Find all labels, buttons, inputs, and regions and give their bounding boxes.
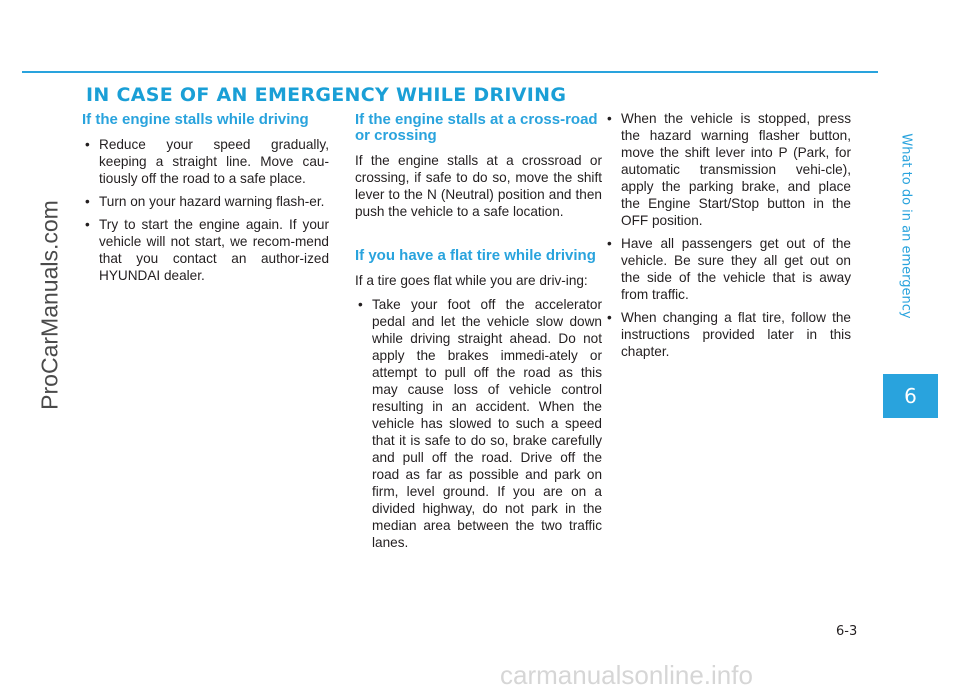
list-item: • Try to start the engine again. If your vehicle will not start, we recom-mend that you contact an author-ized HYUNDAI dealer.: [82, 216, 329, 284]
watermark-bottom: carmanualsonline.info: [500, 660, 753, 690]
list-item: • Turn on your hazard warning flash-er.: [82, 193, 329, 210]
list-item: • Take your foot off the accelerator pedal and let the vehicle slow down while driving straight ahead. Do not apply the brakes immedi-ately or attempt to pull off the road as this may cause loss of vehicle control resulting in an accident. When the vehicle has slowed to such a speed that it is safe to do so, brake carefully and pull off the road. Drive off the road as far as possible and park on firm, level ground. If you are on a divided highway, do not park in the median area between the two traffic lanes.: [355, 296, 602, 551]
column-3: [604, 110, 851, 366]
watermark-left-text: ProCarManuals.com: [36, 200, 63, 410]
flat-tire-list-part-2: [604, 110, 851, 360]
column-2: [355, 112, 602, 557]
flat-tire-intro: If a tire goes flat while you are driv-ing:: [355, 273, 588, 288]
page-number: 6-3: [836, 624, 858, 639]
page-title: IN CASE OF AN EMERGENCY WHILE DRIVING: [86, 84, 567, 106]
list-item: • When changing a flat tire, follow the instructions provided later in this chapter.: [604, 309, 851, 360]
list-item: • Have all passengers get out of the vehicle. Be sure they all get out on the side of the vehicle that is away from traffic.: [604, 235, 851, 303]
section-title-crossroad: If the engine stalls at a cross-road or crossing: [355, 111, 598, 144]
chapter-side-label-text: What to do in an emergency: [898, 133, 914, 319]
crossroad-paragraph: If the engine stalls at a crossroad or crossing, if safe to do so, move the shift lever to the N (Neutral) position and then push the vehicle to a safe location.: [355, 153, 602, 219]
section-title-flat-tire: If you have a flat tire while driving: [355, 247, 596, 264]
list-item: • When the vehicle is stopped, press the hazard warning flasher button, move the shift lever into P (Park, for automatic transmission vehi-cle), apply the parking brake, and place the Engine Start/Stop button in the OFF position.: [604, 110, 851, 229]
list-item: • Reduce your speed gradually, keeping a straight line. Move cau-tiously off the road to a safe place.: [82, 136, 329, 187]
top-divider: [22, 71, 878, 73]
column-1: [82, 112, 329, 290]
engine-stalls-list: [82, 136, 329, 284]
chapter-side-label: [896, 72, 916, 380]
chapter-tab: 6: [883, 374, 938, 418]
flat-tire-list-part-1: [355, 296, 602, 551]
section-title-engine-stalls: If the engine stalls while driving: [82, 111, 309, 128]
